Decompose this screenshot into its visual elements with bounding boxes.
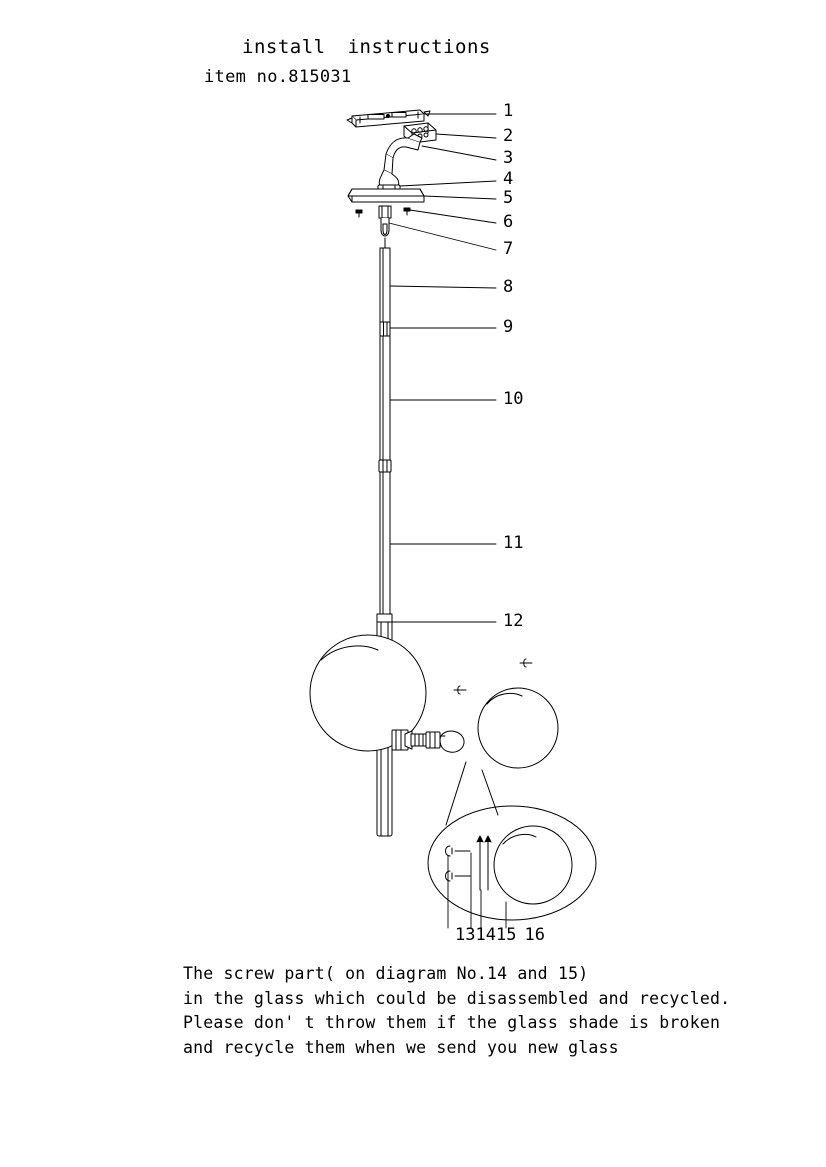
exploded-assembly-diagram xyxy=(0,90,826,960)
item-number-label: item no.815031 xyxy=(204,67,352,87)
callout-number-1: 1 xyxy=(503,101,514,121)
callout-number-16: 16 xyxy=(524,925,545,945)
callout-number-8: 8 xyxy=(503,277,514,297)
note-line-2: in the glass which could be disassembled and recycled. xyxy=(183,988,731,1008)
part-bracket-arm xyxy=(378,134,422,192)
part-hanging-loop xyxy=(379,206,391,248)
part-glass-globe-right xyxy=(478,688,558,768)
callout-number-6: 6 xyxy=(503,212,514,232)
part-canopy-plate xyxy=(348,189,424,202)
callout-number-10: 10 xyxy=(503,389,524,409)
callout-number-7: 7 xyxy=(503,239,514,259)
callout-number-4: 4 xyxy=(503,169,514,189)
note-line-1: The screw part( on diagram No.14 and 15) xyxy=(183,964,589,983)
note-line-3: Please don' t throw them if the glass shade is broken xyxy=(183,1013,721,1032)
callout-number-14: 14 xyxy=(475,925,496,945)
part-suspension-rod xyxy=(379,248,391,614)
detail-callout-bubble xyxy=(428,762,596,920)
bottom-callout-numbers xyxy=(455,925,545,945)
callout-number-2: 2 xyxy=(503,126,514,146)
callout-number-11: 11 xyxy=(503,533,524,553)
page-title xyxy=(242,36,720,58)
callout-number-5: 5 xyxy=(503,188,514,208)
part-lamp-holder xyxy=(392,730,464,752)
notes-block xyxy=(183,962,803,1060)
page-title-word-install: install xyxy=(242,36,326,58)
callout-number-3: 3 xyxy=(503,148,514,168)
callout-number-15: 15 xyxy=(495,925,517,945)
title-block xyxy=(200,36,720,87)
note-line-4: and recycle them when we send you new glass xyxy=(183,1037,619,1057)
callout-number-13: 13 xyxy=(455,925,476,945)
callout-number-12: 12 xyxy=(503,611,524,631)
callout-number-9: 9 xyxy=(503,317,514,337)
page-title-word-instructions: instructions xyxy=(347,36,491,58)
